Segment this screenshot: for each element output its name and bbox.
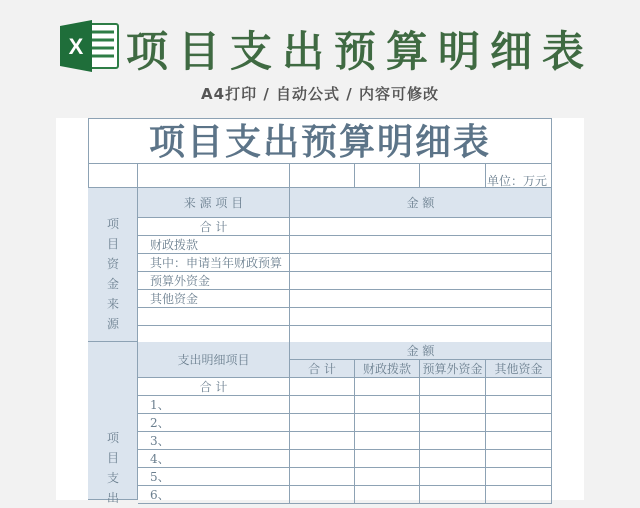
source-row-label: 合 计: [138, 218, 290, 236]
col-header-amount: 金 额: [290, 342, 552, 360]
amount-cell[interactable]: [355, 486, 420, 504]
table-cell: [355, 164, 420, 188]
col-header-3: 预算外资金: [420, 360, 486, 378]
expense-row-label: 4、: [138, 450, 290, 468]
section-label-expenditure: 项 目 支 出: [106, 431, 119, 505]
expense-row-label: 1、: [138, 396, 290, 414]
amount-cell[interactable]: [486, 414, 552, 432]
amount-cell[interactable]: [290, 254, 552, 272]
amount-cell[interactable]: [290, 378, 355, 396]
amount-cell[interactable]: [355, 432, 420, 450]
amount-cell[interactable]: [355, 396, 420, 414]
source-row-label: 其他资金: [138, 290, 290, 308]
amount-cell[interactable]: [290, 432, 355, 450]
amount-cell[interactable]: [290, 486, 355, 504]
banner-title: 项目支出预算明细表: [126, 27, 595, 76]
source-row-label: [138, 308, 290, 326]
amount-cell[interactable]: [355, 468, 420, 486]
amount-cell[interactable]: [420, 432, 486, 450]
amount-cell[interactable]: [355, 378, 420, 396]
amount-cell[interactable]: [290, 468, 355, 486]
amount-cell[interactable]: [486, 432, 552, 450]
unit-label: 单位：万元: [486, 164, 552, 188]
amount-cell[interactable]: [486, 450, 552, 468]
source-row-label: 财政拨款: [138, 236, 290, 254]
svg-text:X: X: [68, 34, 84, 59]
col-header-2: 财政拨款: [355, 360, 420, 378]
col-header-4: 其他资金: [486, 360, 552, 378]
banner-subtitle: A4打印 / 自动公式 / 内容可修改: [201, 85, 439, 103]
col-header-item: 支出明细项目: [138, 342, 290, 378]
section-label-funding-source: 项 目 资 金 来 源: [106, 217, 119, 331]
amount-cell[interactable]: [290, 272, 552, 290]
col-header-amount: 金 额: [290, 188, 552, 218]
amount-cell[interactable]: [290, 236, 552, 254]
excel-icon: [58, 18, 120, 74]
amount-cell[interactable]: [486, 396, 552, 414]
amount-cell[interactable]: [290, 290, 552, 308]
table-cell: [290, 164, 355, 188]
table-cell: [88, 164, 138, 188]
col-header-1: 合 计: [290, 360, 355, 378]
amount-cell[interactable]: [420, 396, 486, 414]
source-row-label: 预算外资金: [138, 272, 290, 290]
sheet-title: 项目支出预算明细表: [148, 121, 491, 163]
amount-cell[interactable]: [290, 218, 552, 236]
table-cell: [138, 164, 290, 188]
table-cell: [420, 164, 486, 188]
col-header-source: 来 源 项 目: [138, 188, 290, 218]
amount-cell[interactable]: [420, 486, 486, 504]
amount-cell[interactable]: [420, 414, 486, 432]
amount-cell[interactable]: [486, 468, 552, 486]
amount-cell[interactable]: [290, 396, 355, 414]
expense-row-label: 5、: [138, 468, 290, 486]
amount-cell[interactable]: [486, 486, 552, 504]
amount-cell[interactable]: [420, 468, 486, 486]
amount-cell[interactable]: [486, 378, 552, 396]
banner: [0, 0, 640, 118]
source-row-label: 其中：申请当年财政预算: [138, 254, 290, 272]
amount-cell[interactable]: [290, 414, 355, 432]
amount-cell[interactable]: [290, 450, 355, 468]
expense-row-label: 3、: [138, 432, 290, 450]
expense-row-label: 6、: [138, 486, 290, 504]
expense-row-label: 合 计: [138, 378, 290, 396]
expense-row-label: 2、: [138, 414, 290, 432]
amount-cell[interactable]: [420, 378, 486, 396]
amount-cell[interactable]: [355, 450, 420, 468]
amount-cell[interactable]: [420, 450, 486, 468]
amount-cell[interactable]: [355, 414, 420, 432]
amount-cell[interactable]: [290, 308, 552, 326]
